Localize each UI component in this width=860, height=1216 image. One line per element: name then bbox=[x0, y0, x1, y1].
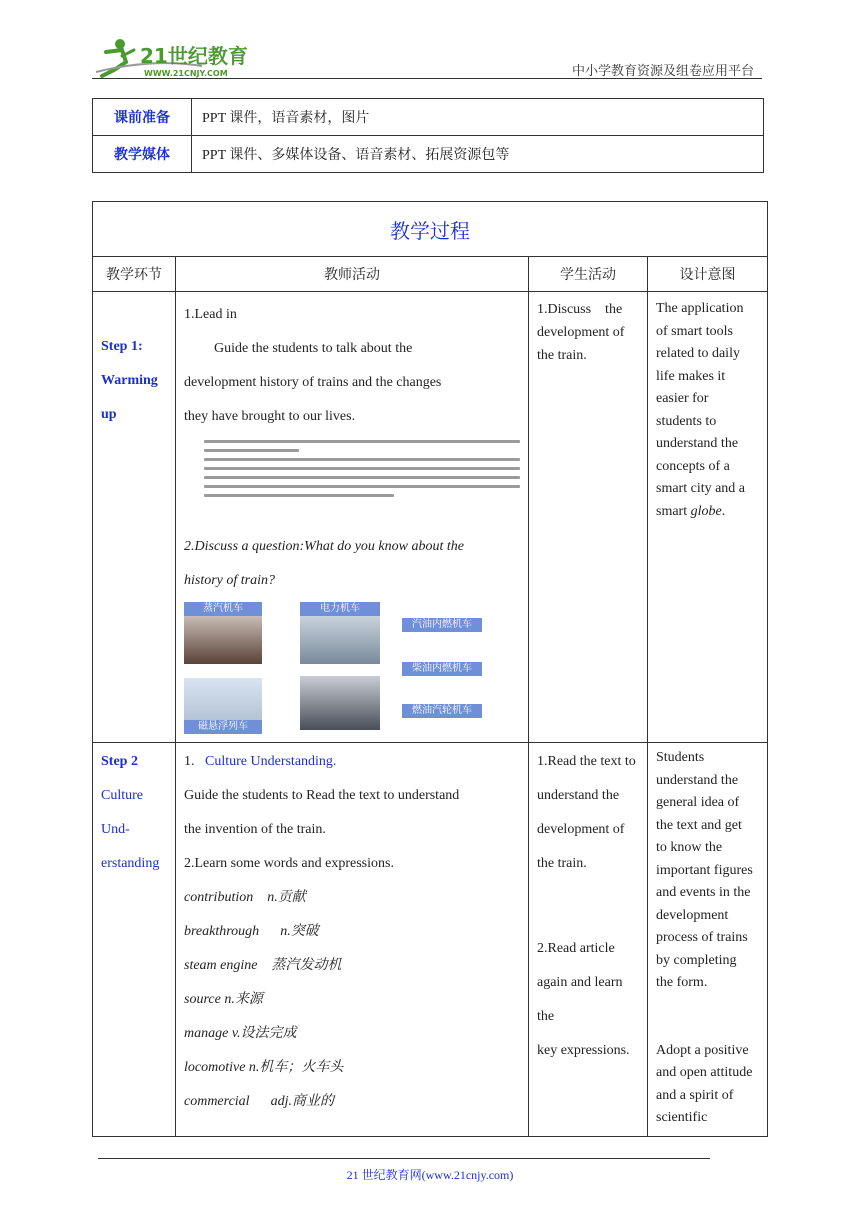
step2-label: Step 2 Culture Und- erstanding bbox=[93, 743, 176, 1137]
footer-link[interactable]: 21 世纪教育网(www.21cnjy.com) bbox=[346, 1168, 514, 1182]
process-table bbox=[92, 201, 768, 1137]
vocab-item: commercial adj.商业的 bbox=[184, 1094, 334, 1109]
media-label: 教学媒体 bbox=[93, 136, 192, 173]
step2-purpose: Students understand the general idea of the text and get to know the important figures and events in the development process of trains by completing the form. Adopt a positive and open attitude and a spirit of scientific bbox=[648, 743, 768, 1137]
step2-student: 1.Read the text to understand the development of the train. 2.Read article again and learn the key expressions. bbox=[529, 743, 648, 1137]
tag-turbine: 燃油汽轮机车 bbox=[402, 704, 482, 718]
media-value: PPT 课件、多媒体设备、语音素材、拓展资源包等 bbox=[192, 136, 764, 173]
table-row bbox=[93, 136, 764, 173]
step1-teacher: 1.Lead in Guide the students to talk about the development history of trains and the changes they have brought to our lives. 2.Discuss a question:What do you know about the history of train? 蒸汽机车 电力机车 汽油内燃机车 柴油内燃机车 磁悬浮列车 燃油汽轮机车 bbox=[176, 292, 529, 743]
tag-gasoline: 汽油内燃机车 bbox=[402, 618, 482, 632]
vocab-item: contribution n.贡献 bbox=[184, 890, 306, 905]
culture-heading: Culture Understanding. bbox=[205, 754, 337, 769]
lead-in-heading: 1.Lead in bbox=[184, 307, 237, 322]
step2-teacher: 1. Culture Understanding. Guide the students to Read the text to understand the invention of the train. 2.Learn some words and expressions. contribution n.贡献 breakthrough n.突破 steam engine 蒸汽发动机 source n.来源 manage v.设法完成 locomotive n.机车；火车头 commercial adj.商业的 bbox=[176, 743, 529, 1137]
vocab-item: breakthrough n.突破 bbox=[184, 924, 319, 939]
prep-table bbox=[92, 98, 764, 173]
tag-diesel: 柴油内燃机车 bbox=[402, 662, 482, 676]
train-images bbox=[184, 602, 494, 734]
tag-electric: 电力机车 bbox=[300, 602, 380, 616]
header-stage: 教学环节 bbox=[93, 257, 176, 292]
vocab-item: steam engine 蒸汽发动机 bbox=[184, 958, 342, 973]
tag-maglev: 磁悬浮列车 bbox=[184, 720, 262, 734]
header-divider bbox=[92, 78, 762, 79]
vocab-item: manage v.设法完成 bbox=[184, 1026, 297, 1041]
step1-label: Step 1: Warming up bbox=[93, 292, 176, 743]
logo-text: 21世纪教育 bbox=[140, 44, 248, 68]
prep-label: 课前准备 bbox=[93, 99, 192, 136]
process-title: 教学过程 bbox=[93, 202, 768, 257]
question-line: 2.Discuss a question:What do you know about the bbox=[184, 539, 464, 554]
header-teacher: 教师活动 bbox=[176, 257, 529, 292]
step1-student: 1.Discuss the development of the train. bbox=[529, 292, 648, 743]
site-logo bbox=[92, 36, 262, 80]
header-purpose: 设计意图 bbox=[648, 257, 768, 292]
logo-url: WWW.21CNJY.COM bbox=[144, 69, 228, 78]
table-row bbox=[93, 292, 768, 743]
tag-steam: 蒸汽机车 bbox=[184, 602, 262, 616]
chinese-text-image bbox=[204, 440, 520, 520]
header-student: 学生活动 bbox=[529, 257, 648, 292]
table-row bbox=[93, 99, 764, 136]
footer-divider bbox=[98, 1158, 710, 1159]
vocab-item: locomotive n.机车；火车头 bbox=[184, 1060, 344, 1075]
step1-purpose: The application of smart tools related to daily life makes it easier for students to understand the concepts of a smart city and a smart globe. bbox=[648, 292, 768, 743]
prep-value: PPT 课件，语音素材，图片 bbox=[192, 99, 764, 136]
table-row bbox=[93, 743, 768, 1137]
turbine-train-image bbox=[300, 676, 380, 730]
platform-name: 中小学教育资源及组卷应用平台 bbox=[571, 63, 754, 78]
vocab-item: source n.来源 bbox=[184, 992, 263, 1007]
